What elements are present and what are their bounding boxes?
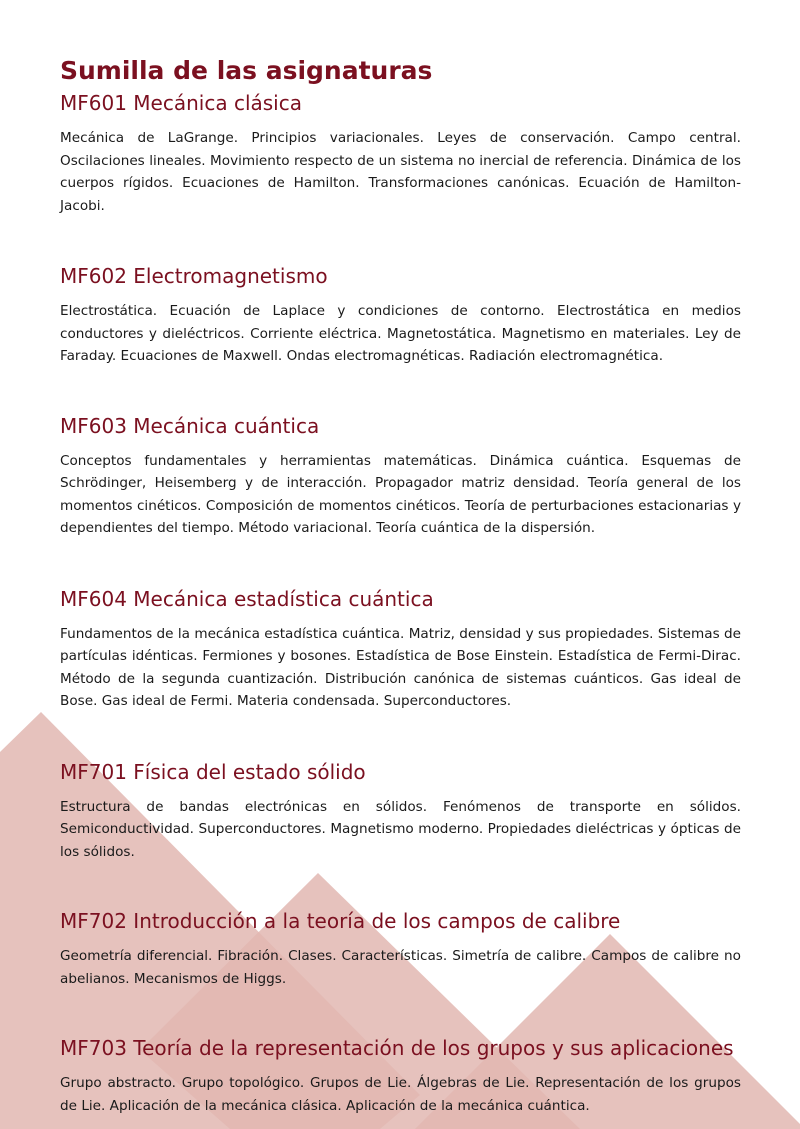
course-mf602 <box>60 263 741 368</box>
course-title: MF601 Mecánica clásica <box>60 91 302 115</box>
course-description: Grupo abstracto. Grupo topológico. Grupos de Lie. Álgebras de Lie. Representación de los grupos de Lie. Aplicación de la mecánica clásica. Aplicación de la mecánica cuántica. <box>60 1075 741 1114</box>
course-description: Estructura de bandas electrónicas en sólidos. Fenómenos de transporte en sólidos. Semiconductividad. Superconductores. Magnetismo moderno. Propiedades dieléctricas y ópticas de los sólidos. <box>60 798 741 860</box>
course-description: Conceptos fundamentales y herramientas matemáticas. Dinámica cuántica. Esquemas de Schrödinger, Heisemberg y de interacción. Propagador matriz densidad. Teoría general de los momentos cinéticos. Composición de momentos cinéticos. Teoría de perturbaciones estacionarias y dependientes del tiempo. Método variacional. Teoría cuántica de la dispersión. <box>60 452 741 536</box>
course-description: Electrostática. Ecuación de Laplace y condiciones de contorno. Electrostática en medios conductores y dieléctricos. Corriente eléctrica. Magnetostática. Magnetismo en materiales. Ley de Faraday. Ecuaciones de Maxwell. Ondas electromagnéticas. Radiación electromagnética. <box>60 303 741 364</box>
course-mf701 <box>60 759 741 864</box>
course-title: MF604 Mecánica estadística cuántica <box>60 586 434 611</box>
course-title: MF702 Introducción a la teoría de los campos de calibre <box>60 909 621 933</box>
document-content <box>60 56 741 1117</box>
course-mf601 <box>60 90 741 217</box>
course-title: MF701 Física del estado sólido <box>60 759 366 784</box>
course-title: MF703 Teoría de la representación de los grupos y sus aplicaciones <box>60 1036 734 1060</box>
course-mf603 <box>60 413 741 540</box>
course-description: Mecánica de LaGrange. Principios variacionales. Leyes de conservación. Campo central. Oscilaciones lineales. Movimiento respecto de un sistema no inercial de referencia. Dinámica de los cuerpos rígidos. Ecuaciones de Hamilton. Transformaciones canónicas. Ecuación de Hamilton-Jacobi. <box>60 130 741 214</box>
page-title: Sumilla de las asignaturas <box>60 56 433 85</box>
course-title: MF602 Electromagnetismo <box>60 264 328 288</box>
course-mf702 <box>60 908 741 990</box>
course-mf604 <box>60 586 741 713</box>
course-description: Geometría diferencial. Fibración. Clases. Características. Simetría de calibre. Campos de calibre no abelianos. Mecanismos de Higgs. <box>60 948 741 987</box>
course-description: Fundamentos de la mecánica estadística cuántica. Matriz, densidad y sus propiedades. Sistemas de partículas idénticas. Fermiones y bosones. Estadística de Bose Einstein. Estadística de Fermi-Dirac. Método de la segunda cuantización. Distribución canónica de sistemas cuánticos. Gas ideal de Bose. Gas ideal de Fermi. Materia condensada. Superconductores. <box>60 625 741 709</box>
course-title: MF603 Mecánica cuántica <box>60 413 320 438</box>
course-mf703 <box>60 1035 741 1117</box>
